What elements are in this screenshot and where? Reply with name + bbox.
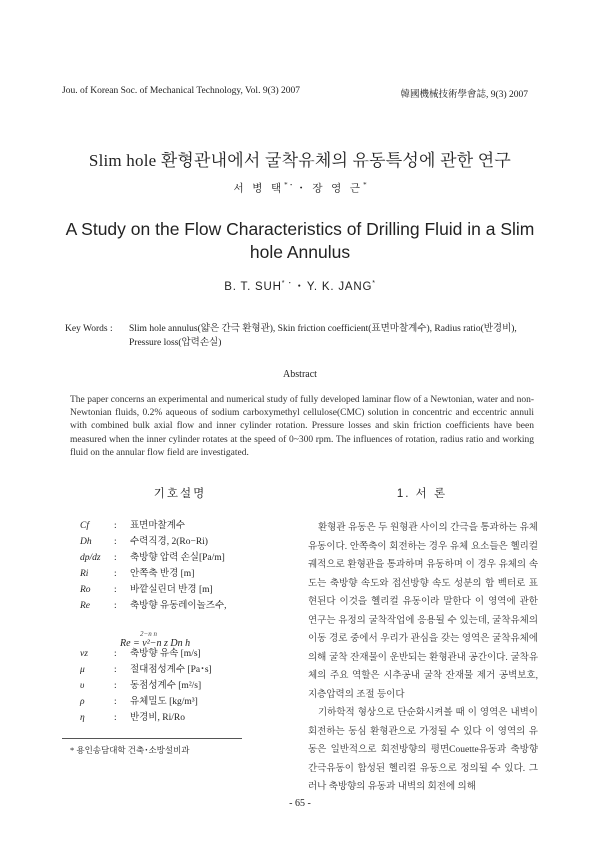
nomenclature-description: 축방향 유속 [m/s] bbox=[130, 649, 201, 659]
nomenclature-description: 유체밀도 [kg/m³] bbox=[130, 697, 198, 707]
nomenclature-colon: : bbox=[114, 681, 117, 691]
author-ko-2: 장 영 근 bbox=[312, 183, 364, 195]
nomenclature-description: 동점성계수 [m²/s] bbox=[130, 681, 202, 691]
nomenclature-colon: : bbox=[114, 697, 117, 707]
introduction-heading: 1. 서 론 bbox=[396, 488, 448, 500]
nomenclature-colon: : bbox=[114, 665, 117, 675]
nomenclature-colon: : bbox=[114, 569, 117, 579]
author-en-2-mark: * bbox=[372, 280, 376, 288]
nomenclature-heading: 기호설명 bbox=[153, 488, 207, 500]
nomenclature-symbol: Cf bbox=[80, 521, 89, 531]
author-ko-2-mark: * bbox=[363, 181, 367, 189]
author-ko-sep: ･ bbox=[292, 183, 313, 195]
nomenclature-colon: : bbox=[114, 713, 117, 723]
reynolds-formula: Re = v²−n z Dn h bbox=[120, 638, 191, 649]
nomenclature-description: 표면마찰계수 bbox=[130, 521, 186, 531]
reynolds-formula-superscript: 2−n n bbox=[140, 630, 157, 638]
author-en-1: B. T. SUH bbox=[224, 281, 282, 293]
author-en-sep: ･ bbox=[292, 281, 307, 293]
nomenclature-symbol: vz bbox=[80, 649, 88, 659]
nomenclature-description: 축방향 압력 손실[Pa/m] bbox=[130, 553, 225, 563]
nomenclature-colon: : bbox=[114, 537, 117, 547]
nomenclature-symbol: μ bbox=[80, 665, 85, 675]
keywords-label: Key Words : bbox=[65, 324, 113, 334]
nomenclature-symbol: Re bbox=[80, 601, 91, 611]
nomenclature-description: 바깥실린더 반경 [m] bbox=[130, 585, 213, 595]
nomenclature-description: 안쪽축 반경 [m] bbox=[130, 569, 195, 579]
nomenclature-colon: : bbox=[114, 585, 117, 595]
introduction-body bbox=[308, 519, 538, 797]
nomenclature-symbol: ρ bbox=[80, 697, 85, 707]
nomenclature-colon: : bbox=[114, 553, 117, 563]
author-ko-1: 서 병 택 bbox=[233, 183, 285, 195]
keywords-text: Slim hole annulus(얇은 간극 환형관), Skin friction coefficient(표면마찰계수), Radius ratio(반경비), Pressure loss(압력손실) bbox=[129, 324, 517, 348]
running-header-left: Jou. of Korean Soc. of Mechanical Technology, Vol. 9(3) 2007 bbox=[62, 86, 301, 96]
page-number: - 65 - bbox=[289, 798, 311, 809]
running-header-right: 韓國機械技術學會誌, 9(3) 2007 bbox=[400, 90, 528, 100]
intro-paragraph-2: 기하학적 형상으로 단순화시켜볼 때 이 영역은 내벽이 회전하는 동심 환형관으로 가정될 수 있다 이 영역의 유동은 일반적으로 회전방향의 평면Couette유동과 축방향 간극유동이 합성된 헬리컬 유동으로 정의될 수 있다. 그러나 축방향의 유동과 내벽의 회전에 의해 bbox=[308, 708, 538, 792]
footnote-divider bbox=[62, 738, 242, 739]
nomenclature-colon: : bbox=[114, 649, 117, 659]
korean-title: Slim hole 환형관내에서 굴착유체의 유동특성에 관한 연구 bbox=[88, 151, 512, 170]
korean-authors bbox=[0, 180, 600, 196]
nomenclature-symbol: Ri bbox=[80, 569, 89, 579]
nomenclature-symbol: υ bbox=[80, 681, 85, 691]
nomenclature-description: 축방향 유동레이놀즈수, bbox=[130, 601, 227, 611]
author-ko-1-mark: * ･ bbox=[284, 181, 293, 189]
nomenclature-description: 절대점성계수 [Pa･s] bbox=[130, 665, 212, 675]
nomenclature-colon: : bbox=[114, 601, 117, 611]
english-title: A Study on the Flow Characteristics of Drilling Fluid in a Slim hole Annulus bbox=[65, 219, 535, 262]
author-en-2: Y. K. JANG bbox=[306, 281, 373, 293]
abstract-text: The paper concerns an experimental and numerical study of fully developed laminar flow of a Newtonian, water and non-Newtonian fluids, 0.2% aqueous of sodium carboxymethyl cellulose(CMC) solution in concentric and eccentric annuli with combined bulk axial flow and inner cylinder rotation. Pressure losses and skin friction coefficients have been measured when the inner cylinder rotates at the speed of 0~300 rpm. The influences of rotation, radius ratio and working fluid on the annular flow field are investigated. bbox=[70, 395, 534, 458]
footnote-affiliation: * 용인송담대학 건축･소방설비과 bbox=[70, 745, 190, 755]
nomenclature-description: 반경비, Ri/Ro bbox=[130, 713, 185, 723]
nomenclature-symbol: η bbox=[80, 713, 85, 723]
abstract-heading: Abstract bbox=[283, 369, 317, 380]
intro-paragraph-1: 환형관 유동은 두 원형관 사이의 간극을 통과하는 유체유동이다. 안쪽축이 회전하는 경우 유체 요소들은 헬리컬 궤적으로 환형관을 통과하며 유동하며 이 경우 유체의 속도는 축방향 속도와 접선방향 속도 성분의 합 벡터로 표현된다 이것을 헬리컬 유동이라 말한다 이 영역에 관한 연구는 유정의 굴착작업에 응용될 수 있는데, 굴착유체의 이동 경로 중에서 우리가 관심을 갖는 영역은 굴착유체에 의해 굴착 잔재물이 운반되는 환형관내 공간이다. 굴착유체의 주요 역할은 시추공내 굴착 잔재물 제거 공벽보호, 지층압력의 조절 등이다 bbox=[308, 523, 538, 700]
nomenclature-symbol: dp/dz bbox=[80, 553, 101, 563]
author-en-1-mark: * ･ bbox=[281, 280, 293, 288]
nomenclature-colon: : bbox=[114, 521, 117, 531]
nomenclature-symbol: Dh bbox=[80, 537, 92, 547]
nomenclature-description: 수력직경, 2(Ro−Ri) bbox=[130, 537, 208, 547]
english-authors bbox=[0, 278, 600, 294]
nomenclature-symbol: Ro bbox=[80, 585, 91, 595]
